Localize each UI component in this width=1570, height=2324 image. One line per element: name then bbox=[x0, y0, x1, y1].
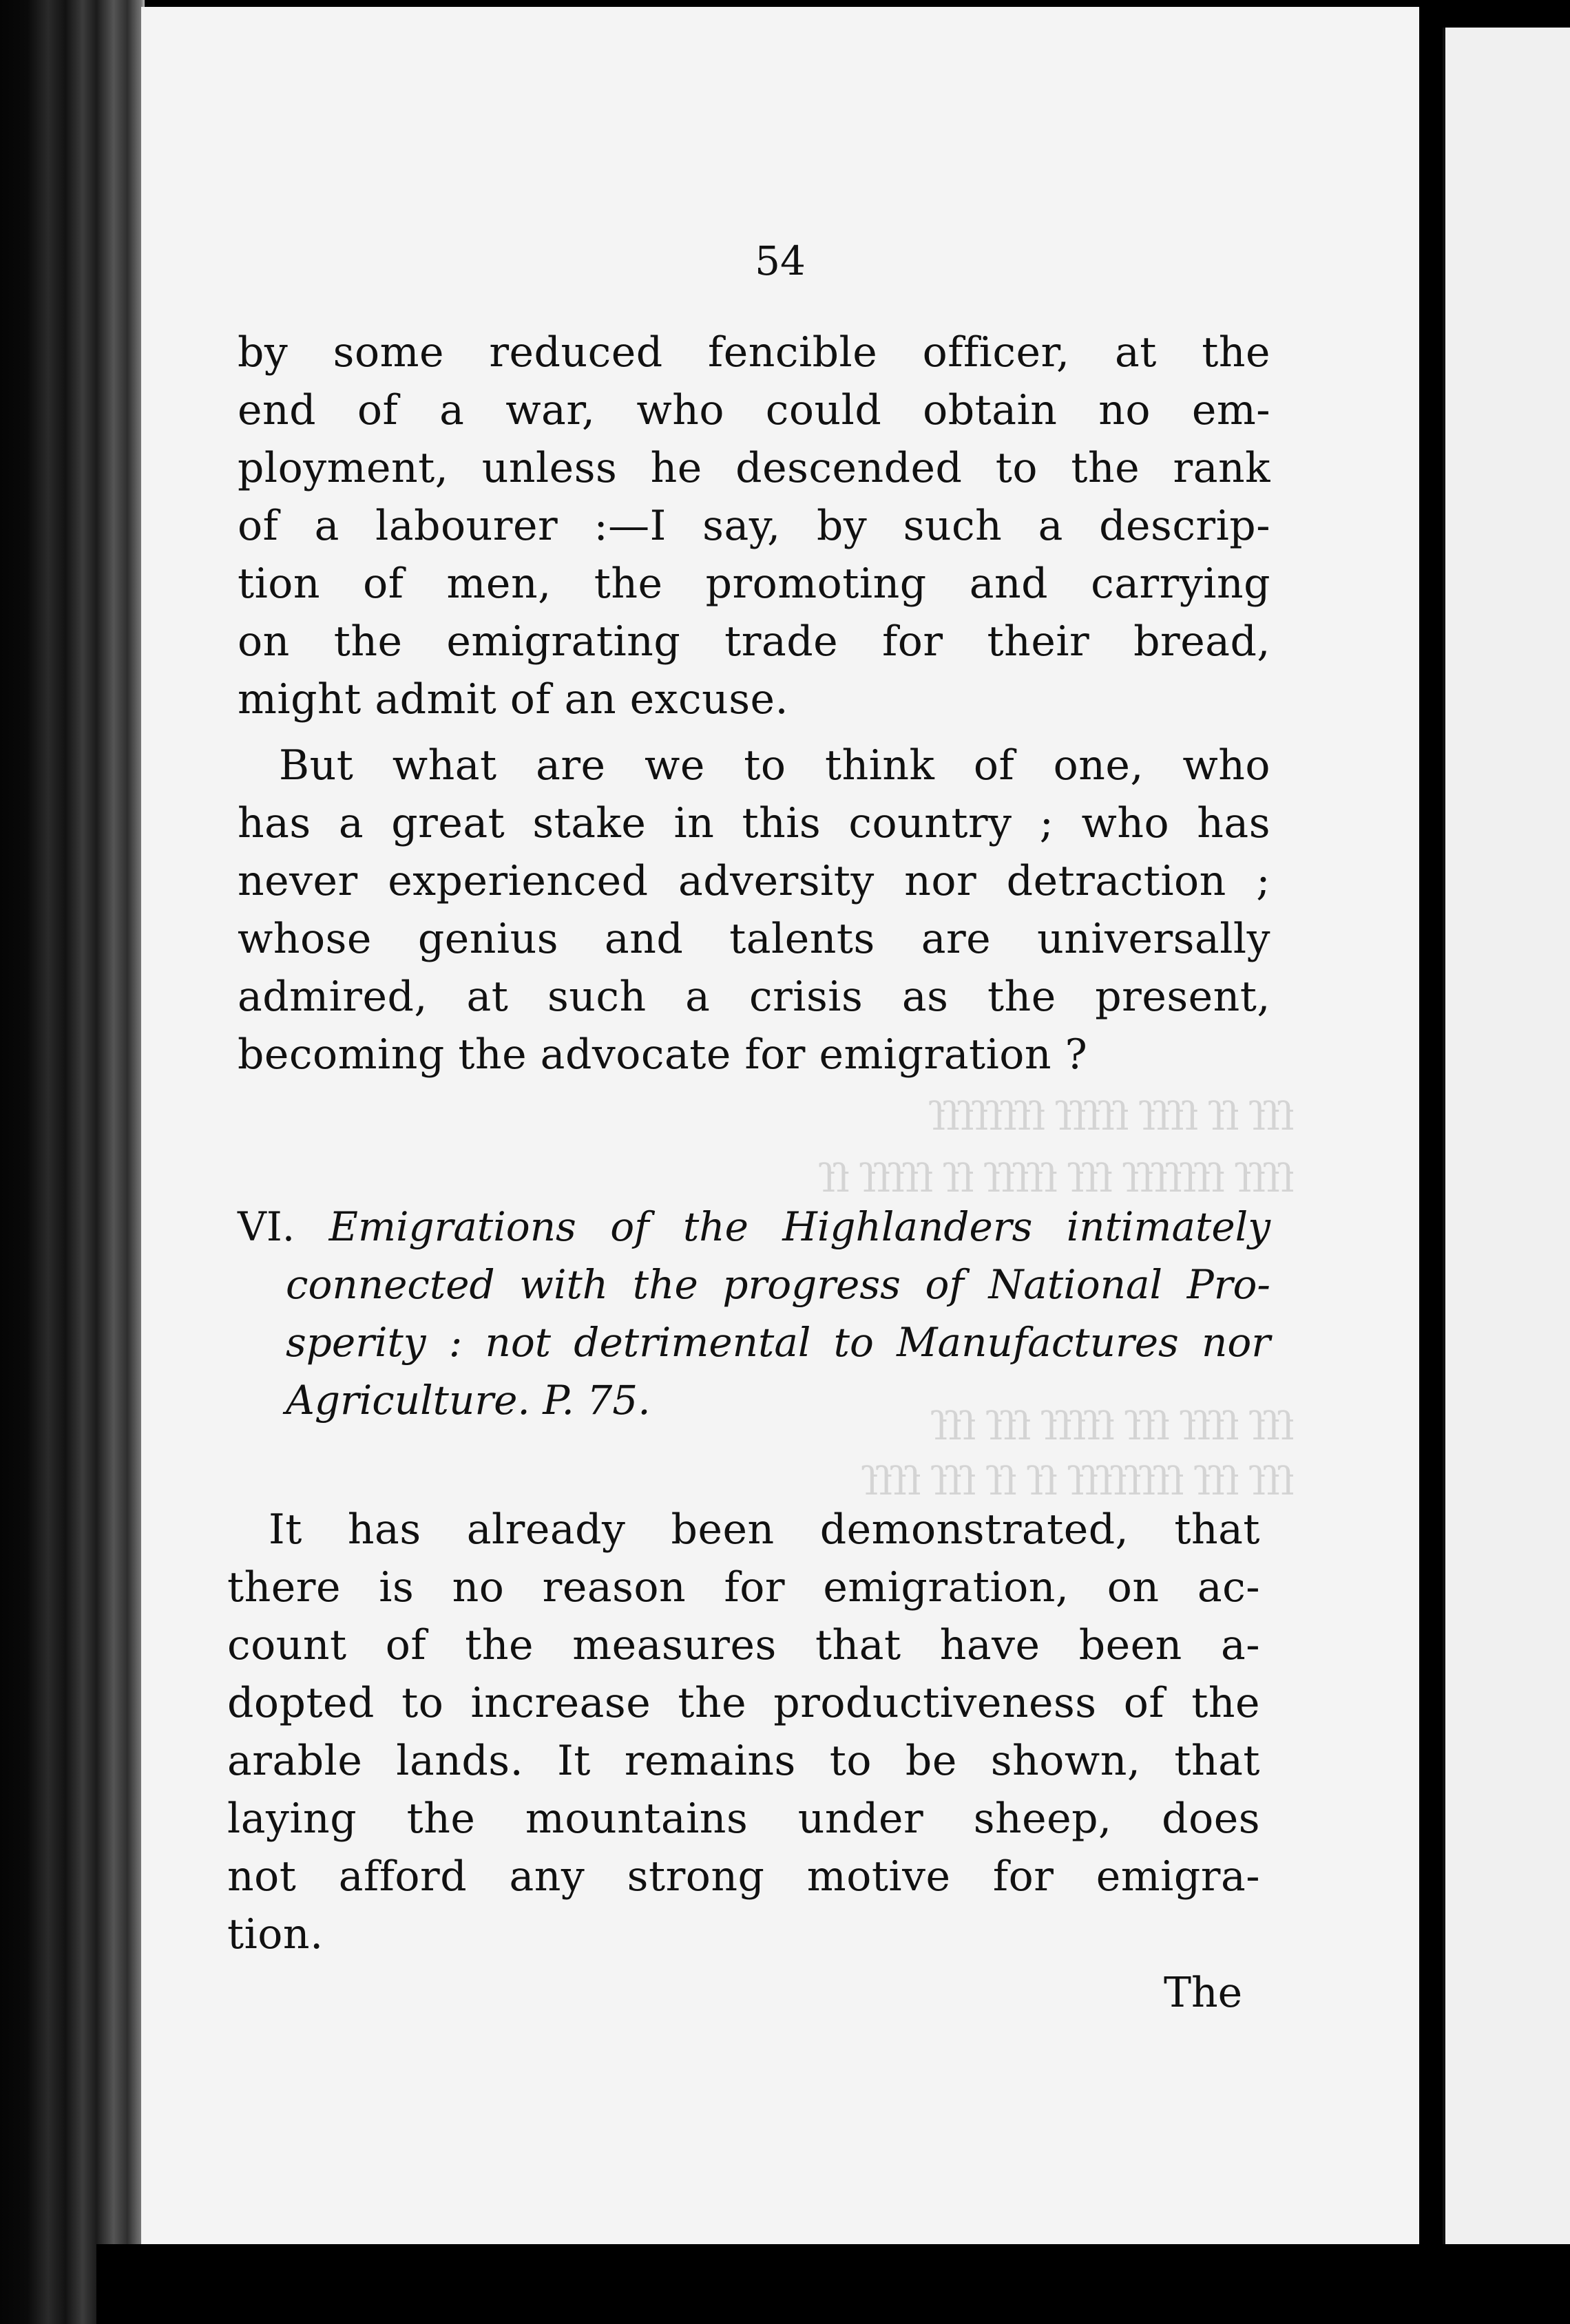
text-line: end of a war, who could obtain no em- bbox=[238, 386, 1270, 434]
text-line: But what are we to think of one, who bbox=[279, 741, 1270, 790]
show-through-text: ſſſ ſſſſ ſſſ ſſſſſ ſſſ ſſſ bbox=[933, 1404, 1295, 1449]
text-line: It has already been demonstrated, that bbox=[269, 1506, 1260, 1554]
show-through-text: ſſſ ſſſ ſſſſſſſſ ſſ ſſ ſſſ ſſſſ bbox=[864, 1459, 1295, 1504]
text-line: not afford any strong motive for emigra- bbox=[227, 1852, 1260, 1901]
catchword: The bbox=[1164, 1969, 1243, 2017]
text-line: might admit of an excuse. bbox=[238, 675, 789, 723]
text-line: dopted to increase the productiveness of the bbox=[227, 1679, 1260, 1727]
text-line: becoming the advocate for emigration ? bbox=[238, 1031, 1088, 1079]
section-numeral: VI. bbox=[238, 1203, 295, 1250]
text-line: laying the mountains under sheep, does bbox=[227, 1795, 1260, 1843]
book-spine bbox=[0, 0, 145, 2324]
paragraph-continued bbox=[238, 324, 1270, 728]
page-number: 54 bbox=[755, 237, 806, 284]
show-through-text: ſſſ ſſ ſſſſ ſſſſſ ſſſſſſſſ bbox=[931, 1095, 1295, 1139]
text-line: tion. bbox=[227, 1910, 324, 1958]
text-line: arable lands. It remains to be shown, that bbox=[227, 1737, 1260, 1785]
text-line: by some reduced fencible officer, at the bbox=[238, 328, 1270, 377]
text-line: tion of men, the promoting and carrying bbox=[238, 560, 1270, 608]
text-line: ployment, unless he descended to the rank bbox=[238, 444, 1270, 492]
text-line: on the emigrating trade for their bread, bbox=[238, 617, 1270, 666]
text-line: has a great stake in this country ; who has bbox=[238, 799, 1270, 847]
heading-text: Emigrations of the Highlanders intimately bbox=[328, 1203, 1270, 1250]
text-line: admired, at such a crisis as the present, bbox=[238, 973, 1270, 1021]
adjacent-page-edge bbox=[1443, 28, 1570, 2255]
text-line: never experienced adversity nor detraction ; bbox=[238, 857, 1270, 905]
heading-line bbox=[238, 1198, 1270, 1256]
section-heading bbox=[238, 1198, 1270, 1429]
paragraph-question bbox=[238, 737, 1270, 1084]
text-line: there is no reason for emigration, on ac- bbox=[227, 1563, 1260, 1612]
text-line: of a labourer :—I say, by such a descrip- bbox=[238, 502, 1270, 550]
heading-line: Agriculture. P. 75. bbox=[286, 1377, 651, 1424]
paragraph-section-body bbox=[227, 1501, 1260, 1963]
heading-line: sperity : not detrimental to Manufactures nor bbox=[286, 1319, 1270, 1366]
text-line: count of the measures that have been a- bbox=[227, 1621, 1260, 1669]
text-line: whose genius and talents are universally bbox=[238, 915, 1270, 963]
heading-line: connected with the progress of National Pro- bbox=[286, 1261, 1270, 1308]
show-through-text: ſſſſ ſſſſſſſ ſſſ ſſſſſ ſſ ſſſſſ ſſ bbox=[821, 1156, 1295, 1201]
page-bottom-shadow bbox=[96, 2244, 1570, 2324]
